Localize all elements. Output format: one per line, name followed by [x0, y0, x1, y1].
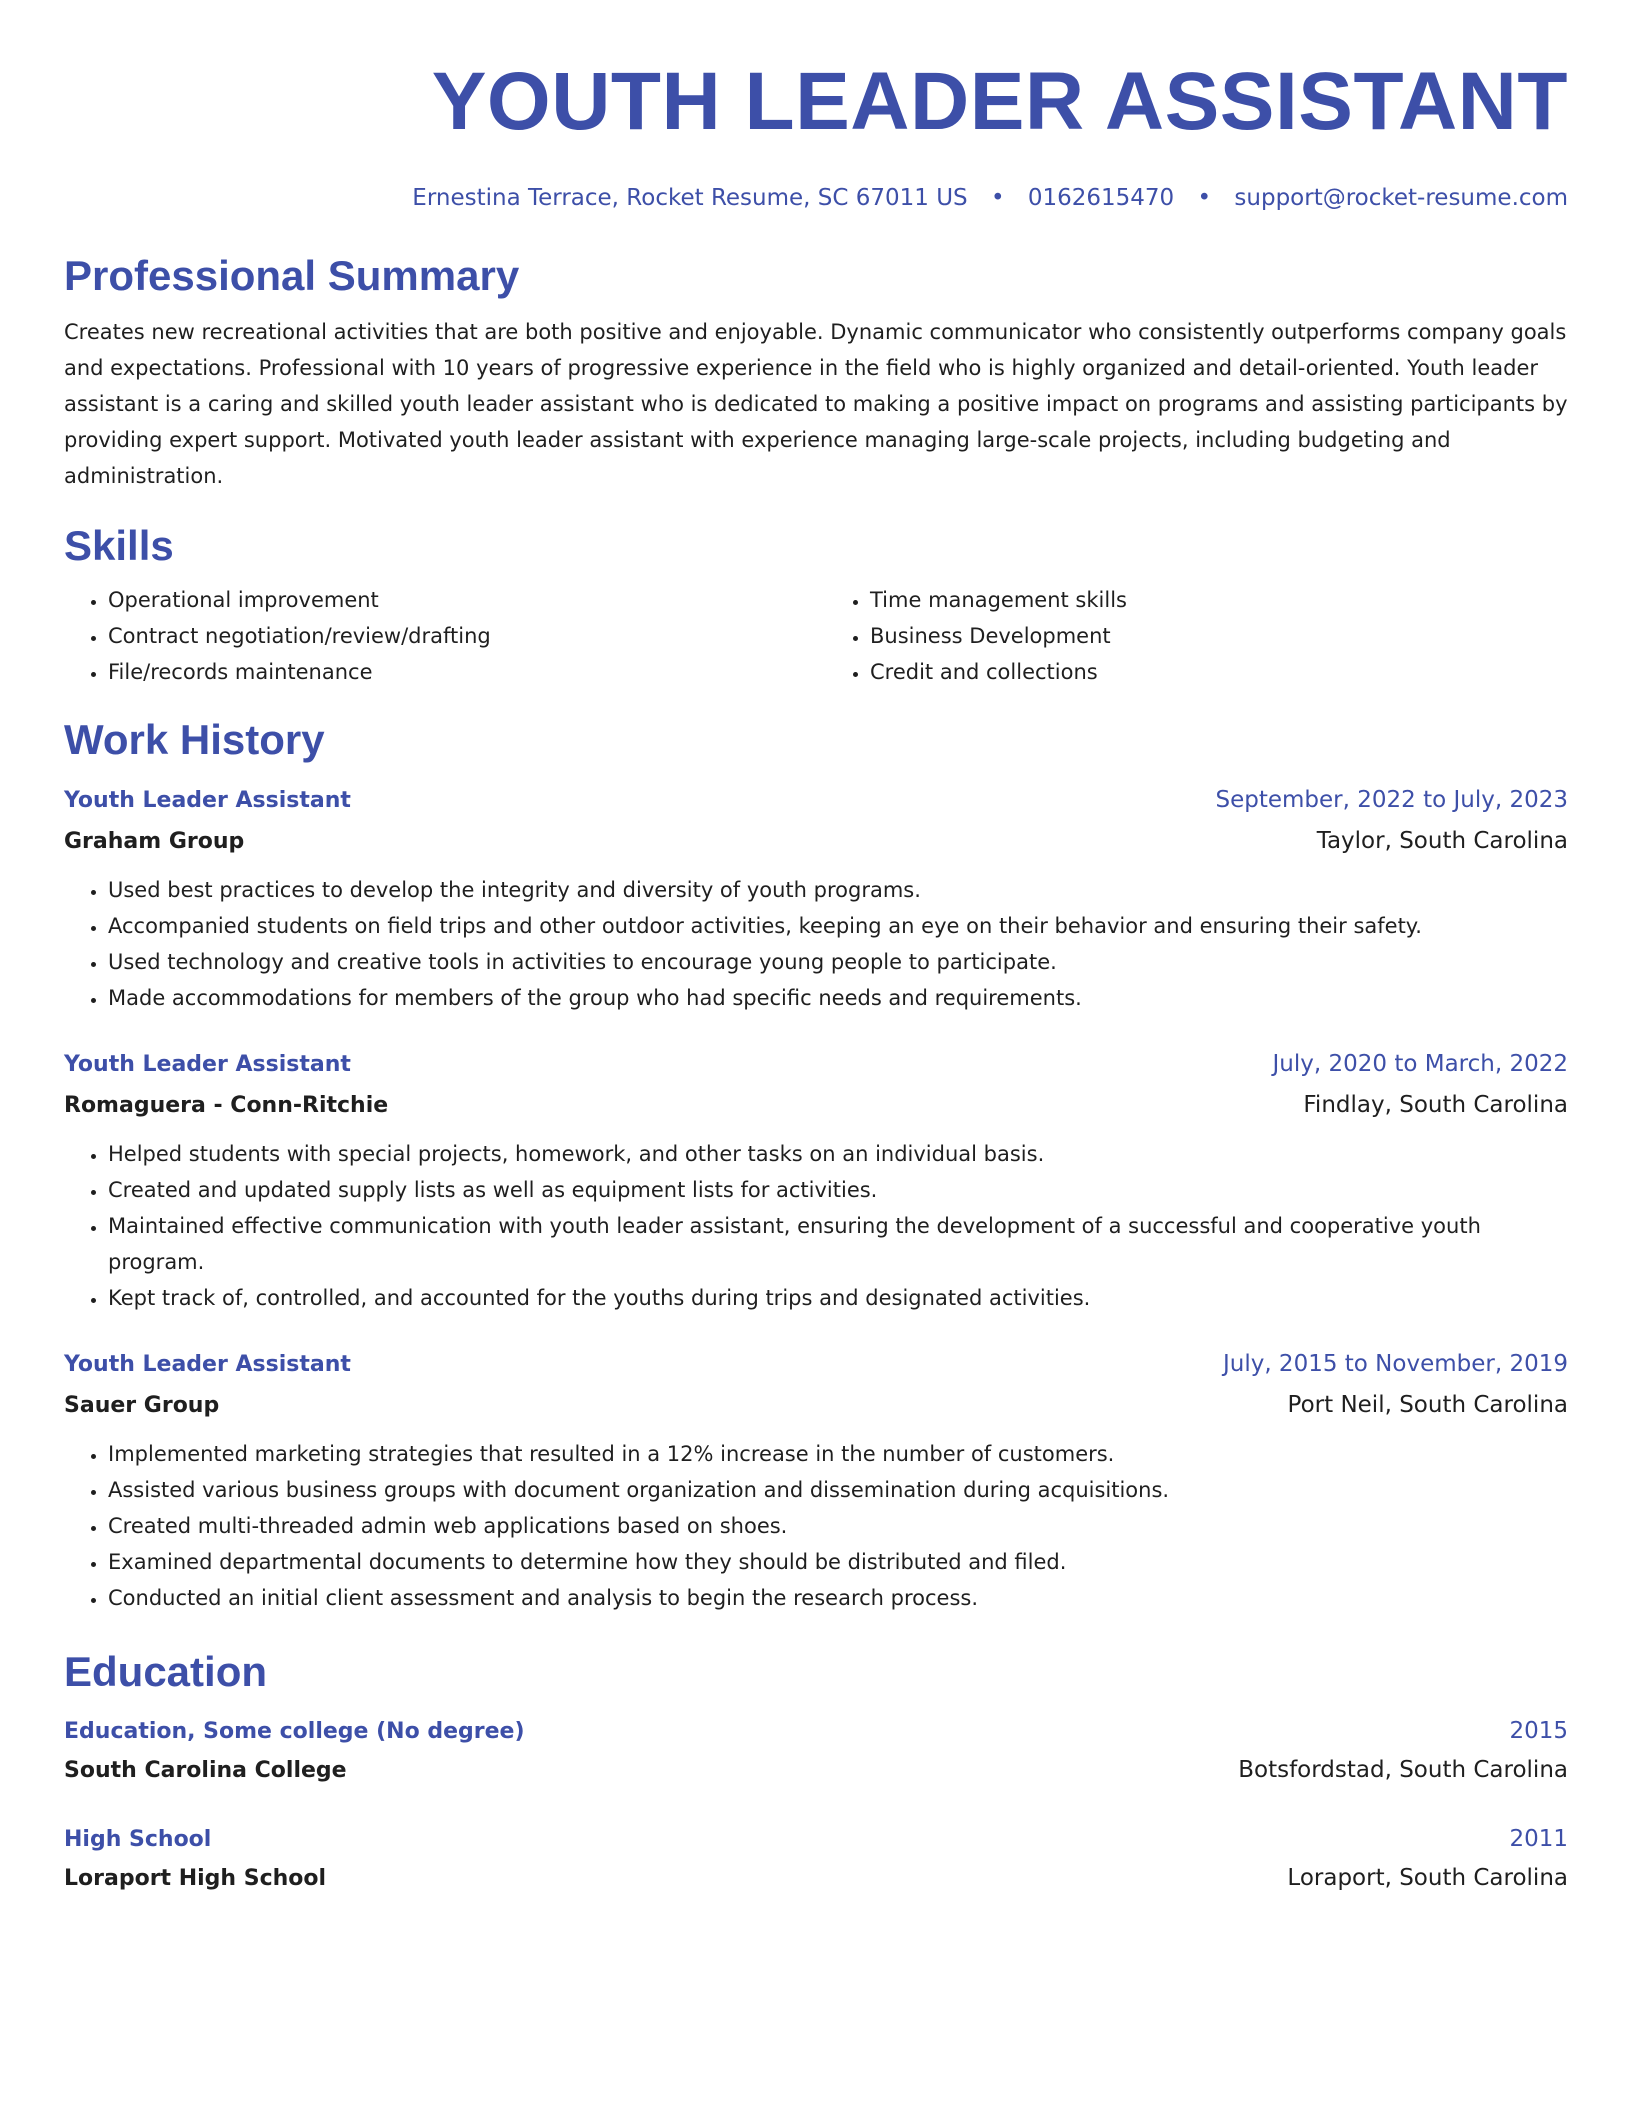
- job-dates: September, 2022 to July, 2023: [1215, 787, 1568, 813]
- job-title: Youth Leader Assistant: [64, 1352, 351, 1377]
- work-entry-subheader: [64, 1385, 1568, 1426]
- job-bullet: • Helped students with special projects, homework, and other tasks on an individual basis.: [108, 1136, 1568, 1172]
- job-title: Youth Leader Assistant: [64, 1052, 351, 1077]
- skills-heading: Skills: [64, 522, 174, 569]
- school-name: South Carolina College: [64, 1758, 347, 1783]
- summary-text: Creates new recreational activities that are both positive and enjoyable. Dynamic communicator who consistently outperforms company goals and expectations. Professional with 10 years of progressive experience in the field who is highly organized and detail-oriented. Youth leader assistant is a caring and skilled youth leader assistant who is dedicated to making a positive impact on programs and assisting participants by providing expert support. Motivated youth leader assistant with experience managing large-scale projects, including budgeting and administration.: [64, 320, 1568, 488]
- job-title: Youth Leader Assistant: [64, 788, 351, 813]
- education-entry-subheader: [64, 1859, 1568, 1898]
- work-entry-subheader: [64, 1085, 1568, 1126]
- skills-column-left: [64, 582, 806, 690]
- resume-name: YOUTH LEADER ASSISTANT: [431, 56, 1568, 147]
- job-bullet: • Accompanied students on field trips and other outdoor activities, keeping an eye on their behavior and ensuring their safety.: [108, 908, 1568, 944]
- education-entry: [64, 1820, 1568, 1898]
- job-bullet: • Conducted an initial client assessment and analysis to begin the research process.: [108, 1580, 1568, 1616]
- skill-item: • Time management skills: [870, 582, 1568, 618]
- education-heading: Education: [64, 1648, 268, 1695]
- resume-page: [64, 52, 1568, 1898]
- work-entry-header: [64, 780, 1568, 821]
- education-entry-header: [64, 1820, 1568, 1859]
- degree-name: Education, Some college (No degree): [64, 1719, 525, 1744]
- job-bullet: • Used best practices to develop the integrity and diversity of youth programs.: [108, 872, 1568, 908]
- contact-line: [64, 182, 1568, 214]
- work-entry: [64, 780, 1568, 1016]
- education-entry-header: [64, 1712, 1568, 1751]
- job-bullet: • Examined departmental documents to determine how they should be distributed and filed.: [108, 1544, 1568, 1580]
- contact-address: Ernestina Terrace, Rocket Resume, SC 67011 US: [412, 185, 968, 211]
- job-bullet: • Created multi-threaded admin web applications based on shoes.: [108, 1508, 1568, 1544]
- job-bullet: • Implemented marketing strategies that resulted in a 12% increase in the number of customers.: [108, 1436, 1568, 1472]
- skill-item: • File/records maintenance: [108, 654, 806, 690]
- school-name: Loraport High School: [64, 1866, 327, 1891]
- graduation-year: 2011: [1509, 1826, 1568, 1852]
- job-location: Findlay, South Carolina: [1303, 1092, 1568, 1118]
- job-location: Port Neil, South Carolina: [1287, 1392, 1568, 1418]
- job-bullet: • Made accommodations for members of the group who had specific needs and requirements.: [108, 980, 1568, 1016]
- degree-name: High School: [64, 1827, 212, 1852]
- skills-list: [64, 582, 1568, 690]
- company-name: Graham Group: [64, 829, 245, 854]
- job-bullet: • Assisted various business groups with document organization and dissemination during acquisitions.: [108, 1472, 1568, 1508]
- skill-item: • Business Development: [870, 618, 1568, 654]
- job-bullet: • Created and updated supply lists as well as equipment lists for activities.: [108, 1172, 1568, 1208]
- work-entry: [64, 1344, 1568, 1616]
- graduation-year: 2015: [1509, 1718, 1568, 1744]
- contact-separator: •: [1197, 185, 1212, 211]
- skill-item: • Operational improvement: [108, 582, 806, 618]
- school-location: Loraport, South Carolina: [1287, 1865, 1568, 1891]
- company-name: Sauer Group: [64, 1393, 220, 1418]
- work-entry: [64, 1044, 1568, 1316]
- job-dates: July, 2020 to March, 2022: [1272, 1051, 1568, 1077]
- job-bullets: [64, 872, 1568, 1016]
- skill-item: • Contract negotiation/review/drafting: [108, 618, 806, 654]
- contact-separator: •: [990, 185, 1005, 211]
- work-history-heading: Work History: [64, 716, 325, 763]
- job-bullets: [64, 1136, 1568, 1316]
- job-bullets: [64, 1436, 1568, 1616]
- job-dates: July, 2015 to November, 2019: [1222, 1351, 1568, 1377]
- contact-phone: 0162615470: [1027, 185, 1175, 211]
- work-entry-subheader: [64, 821, 1568, 862]
- skill-item: • Credit and collections: [870, 654, 1568, 690]
- contact-email[interactable]: support@rocket-resume.com: [1234, 185, 1568, 211]
- school-location: Botsfordstad, South Carolina: [1238, 1757, 1568, 1783]
- job-bullet: • Kept track of, controlled, and accounted for the youths during trips and designated activities.: [108, 1280, 1568, 1316]
- summary-heading: Professional Summary: [64, 252, 520, 299]
- education-entry: [64, 1712, 1568, 1790]
- work-entry-header: [64, 1044, 1568, 1085]
- job-bullet: • Maintained effective communication with youth leader assistant, ensuring the development of a successful and cooperative youth program.: [108, 1208, 1568, 1280]
- company-name: Romaguera - Conn-Ritchie: [64, 1093, 389, 1118]
- education-entry-subheader: [64, 1751, 1568, 1790]
- skills-column-right: [826, 582, 1568, 690]
- job-bullet: • Used technology and creative tools in activities to encourage young people to participate.: [108, 944, 1568, 980]
- job-location: Taylor, South Carolina: [1316, 828, 1568, 854]
- work-entry-header: [64, 1344, 1568, 1385]
